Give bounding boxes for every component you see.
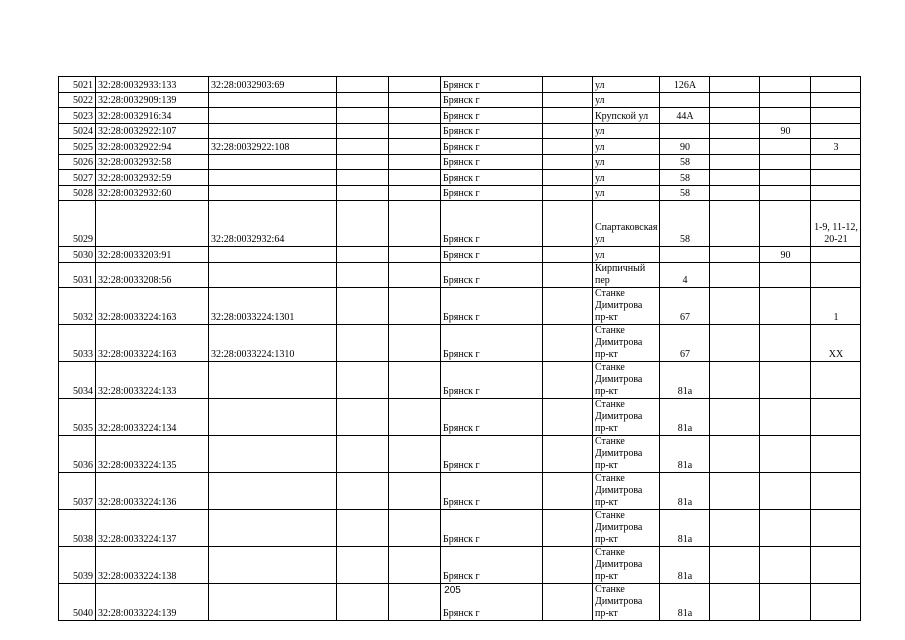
row-number: 5021 (59, 77, 96, 93)
empty-cell (337, 77, 389, 93)
house-number: 81а (660, 435, 710, 472)
table-row (59, 185, 861, 201)
row-number: 5033 (59, 324, 96, 361)
empty-cell (543, 472, 593, 509)
area (760, 154, 811, 170)
empty-cell (389, 170, 441, 186)
empty-cell (337, 185, 389, 201)
apartment (811, 123, 861, 139)
city: Брянск г (441, 201, 543, 247)
row-number: 5024 (59, 123, 96, 139)
empty-cell (389, 123, 441, 139)
city: Брянск г (441, 92, 543, 108)
city: Брянск г (441, 185, 543, 201)
row-number: 5036 (59, 435, 96, 472)
row-number: 5030 (59, 247, 96, 263)
empty-cell (337, 509, 389, 546)
cadastral-table (58, 76, 861, 621)
cadastral-number: 32:28:0033224:163 (96, 324, 209, 361)
parent-cadastral-number (209, 262, 337, 287)
parent-cadastral-number (209, 398, 337, 435)
empty-cell (710, 472, 760, 509)
table-row (59, 139, 861, 155)
house-number: 81а (660, 583, 710, 620)
apartment (811, 398, 861, 435)
area: 90 (760, 123, 811, 139)
cadastral-number: 32:28:0033224:133 (96, 361, 209, 398)
empty-cell (543, 123, 593, 139)
empty-cell (710, 185, 760, 201)
table-row (59, 77, 861, 93)
street: Станке Димитрова пр-кт (593, 361, 660, 398)
row-number: 5028 (59, 185, 96, 201)
empty-cell (389, 361, 441, 398)
empty-cell (543, 77, 593, 93)
row-number: 5039 (59, 546, 96, 583)
apartment (811, 546, 861, 583)
cadastral-number: 32:28:0032922:107 (96, 123, 209, 139)
street: ул (593, 92, 660, 108)
empty-cell (389, 92, 441, 108)
empty-cell (389, 77, 441, 93)
house-number: 58 (660, 154, 710, 170)
parent-cadastral-number (209, 154, 337, 170)
street: Станке Димитрова пр-кт (593, 472, 660, 509)
empty-cell (543, 185, 593, 201)
street: Станке Димитрова пр-кт (593, 435, 660, 472)
empty-cell (543, 546, 593, 583)
parent-cadastral-number (209, 185, 337, 201)
cadastral-number: 32:28:0032933:133 (96, 77, 209, 93)
row-number: 5023 (59, 108, 96, 124)
apartment (811, 262, 861, 287)
street: ул (593, 77, 660, 93)
empty-cell (337, 123, 389, 139)
street: Станке Димитрова пр-кт (593, 324, 660, 361)
house-number (660, 247, 710, 263)
empty-cell (543, 398, 593, 435)
parent-cadastral-number: 32:28:0032903:69 (209, 77, 337, 93)
empty-cell (337, 324, 389, 361)
empty-cell (389, 472, 441, 509)
parent-cadastral-number (209, 247, 337, 263)
parent-cadastral-number: 32:28:0033224:1301 (209, 287, 337, 324)
area (760, 201, 811, 247)
empty-cell (710, 170, 760, 186)
empty-cell (337, 247, 389, 263)
street: Станке Димитрова пр-кт (593, 546, 660, 583)
empty-cell (543, 361, 593, 398)
empty-cell (710, 92, 760, 108)
cadastral-number: 32:28:0033224:137 (96, 509, 209, 546)
area (760, 139, 811, 155)
area (760, 262, 811, 287)
empty-cell (389, 247, 441, 263)
empty-cell (389, 435, 441, 472)
apartment: 1-9, 11-12, 20-21 (811, 201, 861, 247)
row-number: 5034 (59, 361, 96, 398)
city: Брянск г (441, 324, 543, 361)
parent-cadastral-number (209, 170, 337, 186)
area (760, 509, 811, 546)
area (760, 185, 811, 201)
street: ул (593, 139, 660, 155)
city: Брянск г (441, 361, 543, 398)
parent-cadastral-number (209, 108, 337, 124)
row-number: 5027 (59, 170, 96, 186)
street: ул (593, 185, 660, 201)
row-number: 5040 (59, 583, 96, 620)
empty-cell (710, 139, 760, 155)
apartment (811, 108, 861, 124)
empty-cell (337, 546, 389, 583)
empty-cell (389, 509, 441, 546)
apartment: 1 (811, 287, 861, 324)
parent-cadastral-number (209, 546, 337, 583)
empty-cell (337, 262, 389, 287)
empty-cell (543, 170, 593, 186)
empty-cell (389, 287, 441, 324)
empty-cell (543, 324, 593, 361)
area (760, 92, 811, 108)
city: Брянск г (441, 170, 543, 186)
house-number: 81а (660, 546, 710, 583)
empty-cell (543, 108, 593, 124)
apartment (811, 77, 861, 93)
empty-cell (337, 108, 389, 124)
row-number: 5022 (59, 92, 96, 108)
area (760, 435, 811, 472)
house-number: 4 (660, 262, 710, 287)
house-number: 67 (660, 287, 710, 324)
empty-cell (710, 546, 760, 583)
apartment (811, 185, 861, 201)
table-row (59, 509, 861, 546)
table-row (59, 201, 861, 247)
city: Брянск г (441, 262, 543, 287)
table-row (59, 154, 861, 170)
city: Брянск г (441, 77, 543, 93)
cadastral-number: 32:28:0033203:91 (96, 247, 209, 263)
empty-cell (337, 472, 389, 509)
empty-cell (543, 139, 593, 155)
cadastral-number: 32:28:0033224:139 (96, 583, 209, 620)
street: Станке Димитрова пр-кт (593, 287, 660, 324)
empty-cell (389, 324, 441, 361)
parent-cadastral-number: 32:28:0033224:1310 (209, 324, 337, 361)
empty-cell (337, 139, 389, 155)
empty-cell (543, 287, 593, 324)
apartment (811, 361, 861, 398)
cadastral-number: 32:28:0033224:134 (96, 398, 209, 435)
empty-cell (710, 435, 760, 472)
house-number: 126А (660, 77, 710, 93)
empty-cell (710, 324, 760, 361)
parent-cadastral-number (209, 509, 337, 546)
parent-cadastral-number (209, 472, 337, 509)
cadastral-number: 32:28:0032932:60 (96, 185, 209, 201)
empty-cell (337, 154, 389, 170)
row-number: 5026 (59, 154, 96, 170)
cadastral-number: 32:28:0033224:136 (96, 472, 209, 509)
empty-cell (543, 435, 593, 472)
empty-cell (543, 154, 593, 170)
area (760, 108, 811, 124)
area (760, 77, 811, 93)
street: ул (593, 154, 660, 170)
row-number: 5035 (59, 398, 96, 435)
area (760, 472, 811, 509)
house-number: 81а (660, 509, 710, 546)
parent-cadastral-number (209, 361, 337, 398)
empty-cell (337, 92, 389, 108)
empty-cell (337, 435, 389, 472)
apartment (811, 509, 861, 546)
apartment (811, 472, 861, 509)
empty-cell (710, 509, 760, 546)
cadastral-number: 32:28:0033224:138 (96, 546, 209, 583)
empty-cell (337, 361, 389, 398)
parent-cadastral-number (209, 123, 337, 139)
table-row (59, 398, 861, 435)
street: Спартаковская ул (593, 201, 660, 247)
area: 90 (760, 247, 811, 263)
parent-cadastral-number (209, 92, 337, 108)
empty-cell (710, 398, 760, 435)
cadastral-number: 32:28:0032916:34 (96, 108, 209, 124)
page-number: 205 (444, 585, 461, 596)
empty-cell (710, 361, 760, 398)
table-row (59, 435, 861, 472)
house-number: 58 (660, 185, 710, 201)
empty-cell (710, 247, 760, 263)
city: Брянск г (441, 154, 543, 170)
street: Кирпичный пер (593, 262, 660, 287)
cadastral-number: 32:28:0033208:56 (96, 262, 209, 287)
table-row (59, 472, 861, 509)
row-number: 5037 (59, 472, 96, 509)
empty-cell (543, 262, 593, 287)
parent-cadastral-number: 32:28:0032932:64 (209, 201, 337, 247)
cadastral-number: 32:28:0032909:139 (96, 92, 209, 108)
table-row (59, 287, 861, 324)
area (760, 398, 811, 435)
house-number: 44А (660, 108, 710, 124)
empty-cell (337, 398, 389, 435)
table-row (59, 92, 861, 108)
empty-cell (389, 201, 441, 247)
empty-cell (543, 92, 593, 108)
table-row (59, 123, 861, 139)
area (760, 287, 811, 324)
area (760, 546, 811, 583)
street: Станке Димитрова пр-кт (593, 509, 660, 546)
house-number: 90 (660, 139, 710, 155)
city: Брянск г (441, 546, 543, 583)
empty-cell (710, 77, 760, 93)
area (760, 324, 811, 361)
house-number: 67 (660, 324, 710, 361)
city: Брянск г (441, 287, 543, 324)
empty-cell (389, 546, 441, 583)
house-number (660, 92, 710, 108)
empty-cell (337, 287, 389, 324)
empty-cell (710, 262, 760, 287)
empty-cell (389, 185, 441, 201)
street: ул (593, 247, 660, 263)
city: Брянск г (441, 398, 543, 435)
city: Брянск г (441, 472, 543, 509)
apartment (811, 170, 861, 186)
cadastral-number: 32:28:0032922:94 (96, 139, 209, 155)
row-number: 5031 (59, 262, 96, 287)
apartment (811, 154, 861, 170)
house-number (660, 123, 710, 139)
cadastral-number: 32:28:0032932:58 (96, 154, 209, 170)
parent-cadastral-number (209, 435, 337, 472)
city: Брянск г (441, 583, 543, 620)
street: ул (593, 123, 660, 139)
empty-cell (389, 139, 441, 155)
house-number: 81а (660, 472, 710, 509)
apartment (811, 435, 861, 472)
house-number: 81а (660, 361, 710, 398)
street: Крупской ул (593, 108, 660, 124)
house-number: 81а (660, 398, 710, 435)
row-number: 5025 (59, 139, 96, 155)
cadastral-number: 32:28:0033224:163 (96, 287, 209, 324)
empty-cell (389, 108, 441, 124)
apartment: XX (811, 324, 861, 361)
apartment (811, 92, 861, 108)
table-row (59, 361, 861, 398)
cadastral-number (96, 201, 209, 247)
empty-cell (710, 287, 760, 324)
empty-cell (710, 154, 760, 170)
table-row (59, 247, 861, 263)
row-number: 5029 (59, 201, 96, 247)
row-number: 5038 (59, 509, 96, 546)
house-number: 58 (660, 170, 710, 186)
empty-cell (337, 201, 389, 247)
table-row (59, 262, 861, 287)
table-row (59, 324, 861, 361)
empty-cell (543, 247, 593, 263)
empty-cell (543, 201, 593, 247)
empty-cell (543, 509, 593, 546)
apartment: 3 (811, 139, 861, 155)
city: Брянск г (441, 247, 543, 263)
city: Брянск г (441, 509, 543, 546)
table-row (59, 546, 861, 583)
empty-cell (389, 262, 441, 287)
street: Станке Димитрова пр-кт (593, 583, 660, 620)
apartment (811, 247, 861, 263)
city: Брянск г (441, 435, 543, 472)
empty-cell (337, 170, 389, 186)
row-number: 5032 (59, 287, 96, 324)
city: Брянск г (441, 139, 543, 155)
area (760, 170, 811, 186)
city: Брянск г (441, 123, 543, 139)
cadastral-number: 32:28:0032932:59 (96, 170, 209, 186)
house-number: 58 (660, 201, 710, 247)
city: Брянск г (441, 108, 543, 124)
cadastral-number: 32:28:0033224:135 (96, 435, 209, 472)
empty-cell (389, 398, 441, 435)
table-row (59, 108, 861, 124)
empty-cell (710, 123, 760, 139)
empty-cell (710, 108, 760, 124)
area (760, 361, 811, 398)
street: Станке Димитрова пр-кт (593, 398, 660, 435)
table-row (59, 170, 861, 186)
empty-cell (389, 154, 441, 170)
street: ул (593, 170, 660, 186)
empty-cell (710, 201, 760, 247)
parent-cadastral-number: 32:28:0032922:108 (209, 139, 337, 155)
